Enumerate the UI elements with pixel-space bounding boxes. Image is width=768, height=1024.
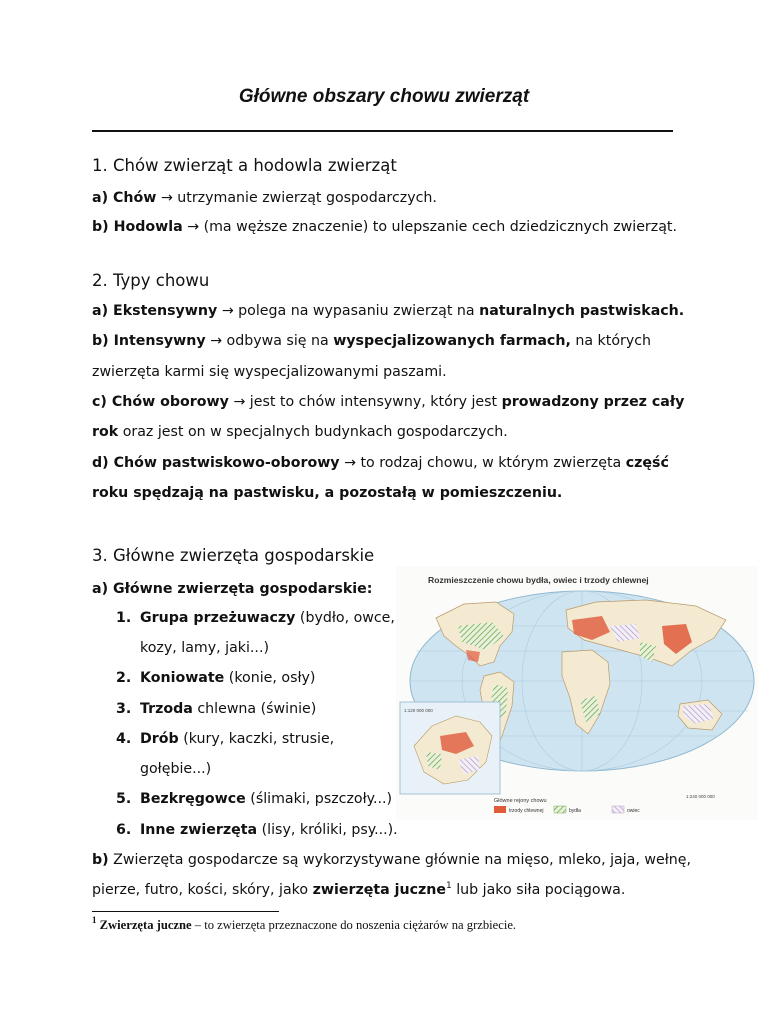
footnote-text: – to zwierzęta przeznaczone do noszenia ciężarów na grzbiecie.: [191, 918, 517, 932]
list-text: (konie, osły): [224, 670, 316, 686]
s3-b-term: b): [92, 852, 109, 868]
s2-b-term: b) Intensywny: [92, 333, 206, 349]
footnote-ref[interactable]: 1: [445, 881, 452, 891]
legend-label-pigs: trzody chlewnej: [509, 808, 544, 814]
section-1-heading: 1. Chów zwierząt a hodowla zwierząt: [92, 156, 397, 175]
list-item: [116, 701, 316, 717]
s2-d-text: → to rodzaj chowu, w którym zwierzęta: [339, 455, 626, 471]
s1-b-text: → (ma węższe znaczenie) to ulepszanie cech dziedzicznych zwierząt.: [182, 219, 677, 235]
s3-b-line2: [92, 882, 625, 898]
world-map-figure: [396, 566, 758, 820]
list-number: 1.: [116, 610, 132, 626]
s2-b-line2: zwierzęta karmi się wyspecjalizowanymi paszami.: [92, 364, 447, 380]
s1-b-term: b) Hodowla: [92, 219, 183, 235]
s3-a-label: [92, 581, 372, 597]
list-number: 3.: [116, 701, 132, 717]
footnote-number: 1: [92, 915, 97, 925]
s2-b-text: → odbywa się na: [205, 333, 334, 349]
page-title: Główne obszary chowu zwierząt: [238, 86, 530, 107]
list-item: [116, 610, 395, 626]
legend-swatch-sheep: [612, 806, 624, 813]
s1-item-b: [92, 219, 677, 235]
list-number: 2.: [116, 670, 132, 686]
list-text: chlewna (świnie): [192, 701, 317, 717]
list-term: Drób: [140, 731, 179, 747]
s3-b-bold: zwierzęta juczne: [312, 882, 446, 898]
list-term: Grupa przeżuwaczy: [140, 610, 296, 626]
s3-b-text: Zwierzęta gospodarcze są wykorzystywane głównie na mięso, mleko, jaja, wełnę,: [108, 852, 691, 868]
map-scale-main: 1:240 000 000: [686, 794, 715, 799]
s1-item-a: [92, 190, 437, 206]
list-item: [116, 670, 315, 686]
list-item: [116, 791, 392, 807]
s2-a-text: → polega na wypasaniu zwierząt na: [217, 303, 480, 319]
footnote-term: Zwierzęta juczne: [99, 918, 192, 932]
legend-swatch-pigs: [494, 806, 506, 813]
s2-item-d: [92, 455, 669, 471]
s2-b-bold: wyspecjalizowanych farmach,: [333, 333, 571, 349]
legend-label-cattle: bydła: [569, 808, 581, 814]
legend-swatch-cattle: [554, 806, 566, 813]
list-number: 5.: [116, 791, 132, 807]
s2-d-term: d) Chów pastwiskowo-oborowy: [92, 455, 340, 471]
world-map-svg: [396, 566, 758, 820]
s3-b-text3: lub jako siła pociągowa.: [451, 882, 626, 898]
section-3-heading: 3. Główne zwierzęta gospodarskie: [92, 546, 375, 565]
footnote-divider: [92, 911, 279, 912]
s2-c-text: → jest to chów intensywny, który jest: [228, 394, 502, 410]
s3-b-line1: [92, 852, 691, 868]
list-text: (lisy, króliki, psy...).: [257, 822, 398, 838]
s2-b-rest: na których: [570, 333, 652, 349]
s2-c-bold: prowadzony przez cały: [501, 394, 685, 410]
list-term: Trzoda: [140, 701, 193, 717]
s2-a-term: a) Ekstensywny: [92, 303, 218, 319]
s3-a-label-text: a) Główne zwierzęta gospodarskie:: [92, 581, 373, 597]
s2-c-line2: [92, 424, 508, 440]
list-number: 6.: [116, 822, 132, 838]
list-item: [116, 731, 334, 747]
list-term: Inne zwierzęta: [140, 822, 258, 838]
s1-a-text: → utrzymanie zwierząt gospodarczych.: [156, 190, 437, 206]
list-item: [116, 822, 398, 838]
s2-c-rest: oraz jest on w specjalnych budynkach gospodarczych.: [118, 424, 508, 440]
s2-c-term: c) Chów oborowy: [92, 394, 229, 410]
s2-item-a: [92, 303, 684, 319]
map-title: Rozmieszczenie chowu bydła, owiec i trzody chlewnej: [428, 575, 649, 585]
list-text: (bydło, owce,: [295, 610, 395, 626]
s2-a-bold: naturalnych pastwiskach.: [479, 303, 685, 319]
list-term: Koniowate: [140, 670, 225, 686]
legend-label-sheep: owiec: [627, 808, 640, 814]
footnote: [92, 915, 517, 933]
s2-item-b: [92, 333, 651, 349]
s2-c-bold2: rok: [92, 424, 119, 440]
list-text: (ślimaki, pszczoły...): [245, 791, 393, 807]
list-text: (kury, kaczki, strusie,: [178, 731, 335, 747]
s1-a-term: a) Chów: [92, 190, 157, 206]
section-2-heading: 2. Typy chowu: [92, 271, 210, 290]
s2-d-line2: [92, 485, 562, 501]
list-item-continuation: kozy, lamy, jaki...): [140, 640, 269, 656]
list-term: Bezkręgowce: [140, 791, 246, 807]
list-number: 4.: [116, 731, 132, 747]
s3-b-text2: pierze, futro, kości, skóry, jako: [92, 882, 313, 898]
s2-d-bold: część: [625, 455, 669, 471]
map-legend-title: Główne rejony chowu: [494, 798, 547, 804]
s2-item-c: [92, 394, 684, 410]
list-item-continuation: gołębie...): [140, 761, 212, 777]
title-underline: [92, 130, 673, 132]
s2-d-bold-line2: roku spędzają na pastwisku, a pozostałą w pomieszczeniu.: [92, 485, 563, 501]
map-scale-inset: 1:120 000 000: [404, 708, 433, 713]
